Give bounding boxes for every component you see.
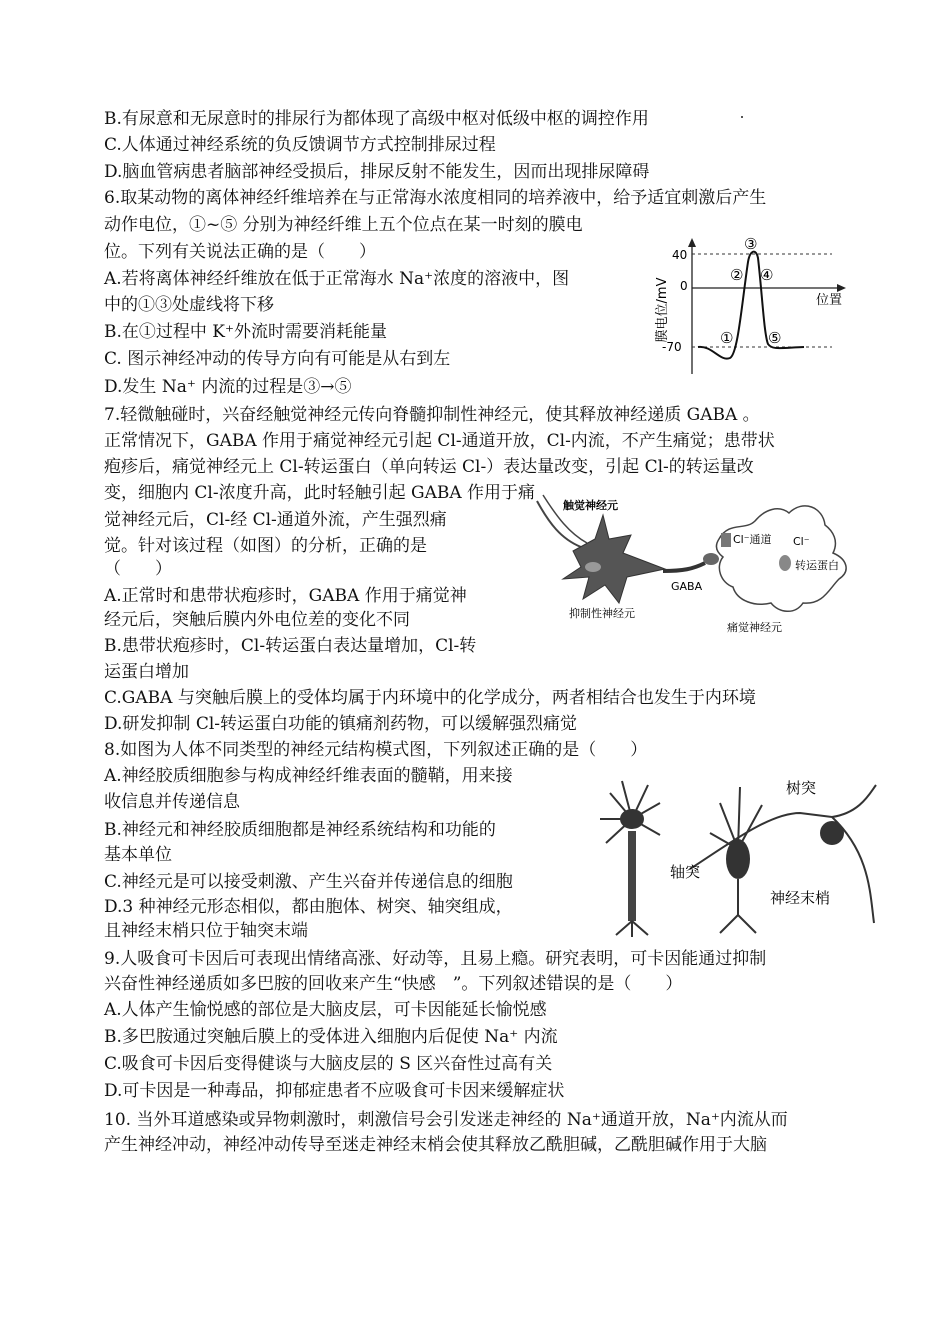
nerve-ending-label: 神经末梢 [770, 889, 831, 907]
touch-neuron-label: 触觉神经元 [563, 499, 618, 512]
x-axis-label: 位置 [816, 293, 843, 308]
text-line: 10. 当外耳道感染或异物刺激时，刺激信号会引发迷走神经的 Na⁺通道开放，Na⁺内流从而 [104, 1110, 788, 1130]
text-line: 疱疹后，痛觉神经元上 Cl-转运蛋白（单向转运 Cl-）表达量改变，引起 Cl-的转运量改 [104, 457, 754, 477]
text-line: B.神经元和神经胶质细胞都是神经系统结构和功能的 [104, 820, 496, 840]
text-line: 变，细胞内 Cl-浓度升高，此时轻触引起 GABA 作用于痛 [104, 483, 536, 503]
dendrite-label: 树突 [786, 779, 817, 797]
synaptic-terminal [703, 553, 719, 565]
text-line: B.多巴胺通过突触后膜上的受体进入细胞内后促使 Na⁺ 内流 [104, 1027, 558, 1047]
text-line: C.吸食可卡因后变得健谈与大脑皮层的 S 区兴奋性过高有关 [104, 1054, 553, 1074]
neuron-2 [710, 787, 762, 933]
text-line: 运蛋白增加 [104, 662, 189, 682]
text-line: 7.轻微触碰时，兴奋经触觉神经元传向脊髓抑制性神经元，使其释放神经递质 GABA 。 [104, 405, 760, 425]
y-axis-label: 膜电位/mV [655, 277, 670, 343]
text-line: 经元后，突触后膜内外电位差的变化不同 [104, 610, 410, 630]
text-line: C.GABA 与突触后膜上的受体均属于内环境中的化学成分，两者相结合也发生于内环境 [104, 688, 756, 708]
text-line: 收信息并传递信息 [104, 792, 240, 812]
text-line: C.人体通过神经系统的负反馈调节方式控制排尿过程 [104, 135, 496, 155]
text-line: A.正常时和患带状疱疹时，GABA 作用于痛觉神 [104, 586, 467, 606]
text-line: 正常情况下，GABA 作用于痛觉神经元引起 Cl-通道开放，Cl-内流，不产生痛觉；患带状 [104, 431, 775, 451]
text-line: 觉神经元后，Cl-经 Cl-通道外流，产生强烈痛 [104, 510, 447, 530]
text-line: D.发生 Na⁺ 内流的过程是③→⑤ [104, 377, 352, 397]
text-line: D.研发抑制 Cl-转运蛋白功能的镇痛剂药物，可以缓解强烈痛觉 [104, 714, 578, 734]
neuron-types-figure [570, 773, 890, 939]
text-line: A.人体产生愉悦感的部位是大脑皮层，可卡因能延长愉悦感 [104, 1000, 547, 1020]
gaba-label: GABA [671, 580, 703, 593]
cl-channel [721, 533, 731, 547]
point-5: ⑤ [768, 329, 782, 347]
tick-0: 0 [680, 279, 688, 293]
inhibitory-neuron-label: 抑制性神经元 [569, 607, 635, 620]
stray-dot [741, 116, 743, 118]
text-line: 位。下列有关说法正确的是（ ） [104, 242, 376, 262]
text-line: 中的①③处虚线将下移 [104, 295, 274, 315]
point-3: ③ [744, 235, 758, 253]
axon-label: 轴突 [670, 863, 701, 881]
text-line: 动作电位，①~⑤ 分别为神经纤维上五个位点在某一时刻的膜电 [104, 215, 583, 235]
text-line: A.神经胶质细胞参与构成神经纤维表面的髓鞘，用来接 [104, 766, 513, 786]
pain-neuron-label: 痛觉神经元 [727, 621, 782, 634]
tick-40: 40 [672, 248, 688, 262]
text-line: D.可卡因是一种毒品，抑郁症患者不应吸食可卡因来缓解症状 [104, 1081, 565, 1101]
inhibitory-neuron-body [563, 515, 665, 603]
transporter-protein [779, 555, 791, 571]
text-line: D.脑血管病患者脑部神经受损后，排尿反射不能发生，因而出现排尿障碍 [104, 162, 650, 182]
text-line: 8.如图为人体不同类型的神经元结构模式图，下列叙述正确的是（ ） [104, 740, 648, 760]
cl-ion-label: Cl⁻ [793, 535, 810, 548]
text-line: （ ） [104, 559, 172, 579]
synaptic-vesicle-1 [585, 562, 601, 572]
text-line: C. 图示神经冲动的传导方向有可能是从右到左 [104, 349, 451, 369]
text-line: 兴奋性神经递质如多巴胺的回收来产生“快感 ”。下列叙述错误的是（ ） [104, 974, 683, 994]
text-line: A.若将离体神经纤维放在低于正常海水 Na⁺浓度的溶液中，图 [104, 269, 570, 289]
text-line: 6.取某动物的离体神经纤维培养在与正常海水浓度相同的培养液中，给予适宜刺激后产生 [104, 188, 767, 208]
synapse-figure [533, 487, 853, 637]
text-line: 9.人吸食可卡因后可表现出情绪高涨、好动等，且易上瘾。研究表明，可卡因能通过抑制 [104, 949, 767, 969]
tick-neg70: -70 [662, 340, 682, 354]
text-line: D.3 种神经元形态相似，都由胞体、树突、轴突组成， [104, 897, 513, 917]
point-4: ④ [760, 266, 774, 284]
action-potential-curve [698, 252, 804, 359]
text-line: B.有尿意和无尿意时的排尿行为都体现了高级中枢对低级中枢的调控作用 [104, 109, 649, 129]
point-1: ① [720, 329, 734, 347]
membrane-potential-figure [646, 232, 856, 382]
point-2: ② [730, 266, 744, 284]
text-line: 产生神经冲动，神经冲动传导至迷走神经末梢会使其释放乙酰胆碱，乙酰胆碱作用于大脑 [104, 1135, 767, 1155]
text-line: B.患带状疱疹时，Cl-转运蛋白表达量增加，Cl-转 [104, 636, 477, 656]
transporter-label: 转运蛋白 [795, 559, 839, 572]
cl-channel-label: Cl⁻通道 [733, 533, 772, 546]
text-line: B.在①过程中 K⁺外流时需要消耗能量 [104, 322, 387, 342]
y-axis-arrow [688, 238, 696, 247]
text-line: 觉。针对该过程（如图）的分析，正确的是 [104, 536, 427, 556]
text-line: 基本单位 [104, 845, 172, 865]
text-line: C.神经元是可以接受刺激、产生兴奋并传递信息的细胞 [104, 872, 513, 892]
x-axis-arrow [837, 284, 846, 292]
neuron-1 [600, 781, 660, 937]
text-line: 且神经末梢只位于轴突末端 [104, 921, 308, 941]
axon [663, 563, 705, 571]
